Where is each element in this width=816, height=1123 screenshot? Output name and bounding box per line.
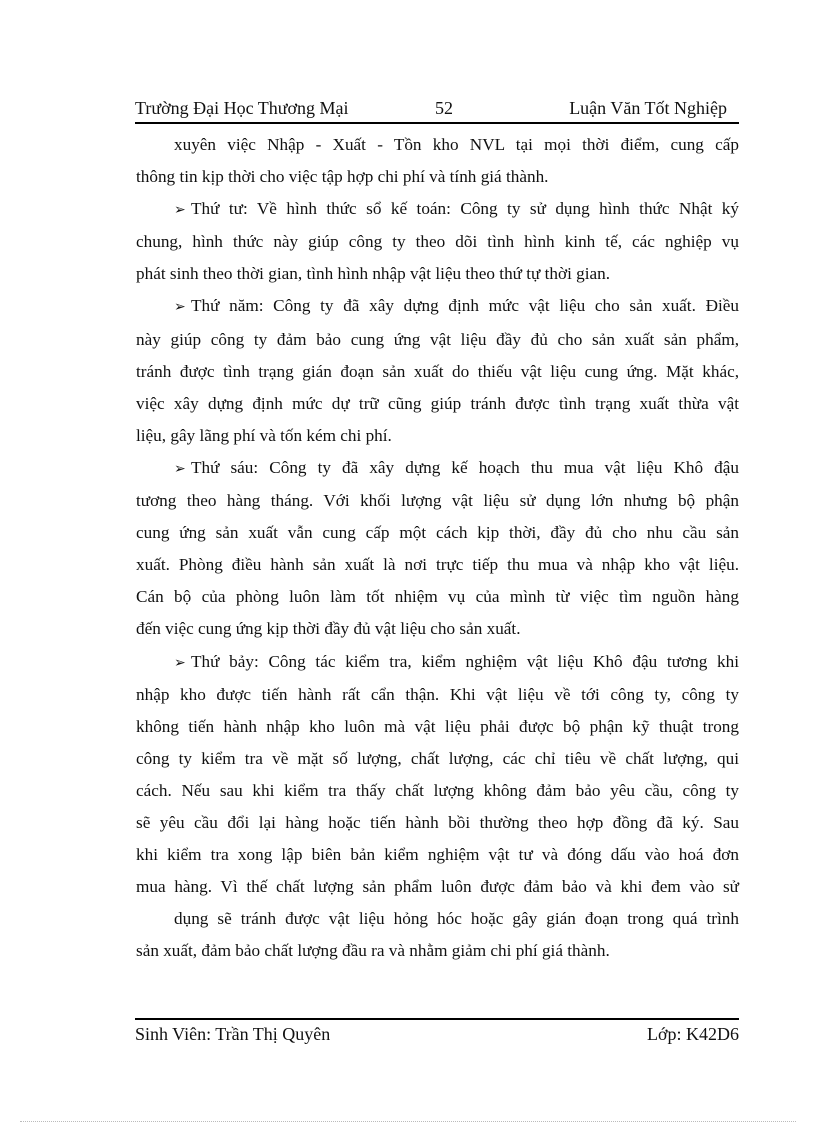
paragraph-line: tránh được tình trạng gián đoạn sản xuất do thiếu vật liệu cung ứng. Mặt khác, [136,361,739,381]
intro-line: xuyên việc Nhập - Xuất - Tồn kho NVL tại mọi thời điểm, cung cấp [174,135,739,154]
paragraph-line: cung ứng sản xuất vẫn cung cấp một cách kịp thời, đầy đủ cho nhu cầu sản [136,523,739,543]
arrow-bullet-icon: ➢ [174,460,186,477]
paragraph-line: việc xây dựng định mức dự trữ cũng giúp tránh được tình trạng xuất thừa vật [136,393,739,413]
paragraph-line: này giúp công ty đảm bảo cung ứng vật liệu đầy đủ cho sản xuất sản phẩm, [136,329,739,349]
paragraph-line: chung, hình thức này giúp công ty theo dõi tình hình kinh tế, các nghiệp vụ [136,232,739,252]
header-page-number: 52 [435,98,453,118]
header-school: Trường Đại Học Thương Mại [135,98,349,118]
paragraph-line: cách. Nếu sau khi kiểm tra thấy chất lượng không đảm bảo yêu cầu, công ty [136,780,739,800]
arrow-bullet-icon: ➢ [174,299,186,316]
footer-class: Lớp: K42D6 [646,1024,739,1044]
page-body [136,129,739,967]
point-7-lead: ➢ Thứ bảy: Công tác kiểm tra, kiểm nghiệm vật liệu Khô đậu tương khi [136,646,739,679]
intro-line: thông tin kịp thời cho việc tập hợp chi phí và tính giá thành. [136,167,549,187]
paragraph-line: liệu, gây lãng phí và tốn kém chi phí. [136,425,392,445]
paragraph-line: công ty kiểm tra về mặt số lượng, chất lượng, các chỉ tiêu về chất lượng, qui [136,748,739,768]
footer-rule [135,1018,739,1020]
point-5-lead: ➢ Thứ năm: Công ty đã xây dựng định mức vật liệu cho sản xuất. Điều [136,290,739,323]
paragraph-line: nhập kho được tiến hành rất cẩn thận. Khi vật liệu về tới công ty, công ty [136,684,739,704]
arrow-bullet-icon: ➢ [174,654,186,671]
footer-student: Sinh Viên: Trần Thị Quyên [135,1024,331,1044]
header-rule [135,122,739,124]
closing-line: sản xuất, đảm bảo chất lượng đầu ra và nhằm giảm chi phí giá thành. [136,941,610,961]
paragraph-line: phát sinh theo thời gian, tình hình nhập vật liệu theo thứ tự thời gian. [136,264,611,284]
paragraph-line: sẽ yêu cầu đổi lại hàng hoặc tiến hành bồi thường theo hợp đồng đã ký. Sau [136,812,739,832]
paragraph-line: tương theo hàng tháng. Với khối lượng vật liệu sử dụng lớn nhưng bộ phận [136,491,739,511]
page-edge-divider [20,1121,796,1122]
paragraph-line: không tiến hành nhập kho luôn mà vật liệu phải được bộ phận kỹ thuật trong [136,716,739,736]
paragraph-line: xuất. Phòng điều hành sản xuất là nơi trực tiếp thu mua và nhập kho vật liệu. [136,555,739,575]
page-header [135,96,739,120]
point-6-lead: ➢ Thứ sáu: Công ty đã xây dựng kế hoạch thu mua vật liệu Khô đậu [136,452,739,485]
point-4-lead: ➢ Thứ tư: Về hình thức sổ kế toán: Công ty sử dụng hình thức Nhật ký [136,193,739,226]
paragraph-line: đến việc cung ứng kịp thời đầy đủ vật liệu cho sản xuất. [136,619,521,639]
arrow-bullet-icon: ➢ [174,202,186,219]
paragraph-line: khi kiểm tra xong lập biên bản kiểm nghiệm vật tư và đóng dấu vào hoá đơn [136,845,739,865]
page-footer [135,1022,739,1048]
paragraph-line: mua hàng. Vì thế chất lượng sản phẩm luôn được đảm bảo và khi đem vào sử [136,877,739,897]
closing-line: dụng sẽ tránh được vật liệu hỏng hóc hoặc gây gián đoạn trong quá trình [174,909,739,929]
header-doc-type: Luận Văn Tốt Nghiệp [569,98,727,118]
paragraph-line: Cán bộ của phòng luôn làm tốt nhiệm vụ của mình từ việc tìm nguồn hàng [136,587,739,607]
